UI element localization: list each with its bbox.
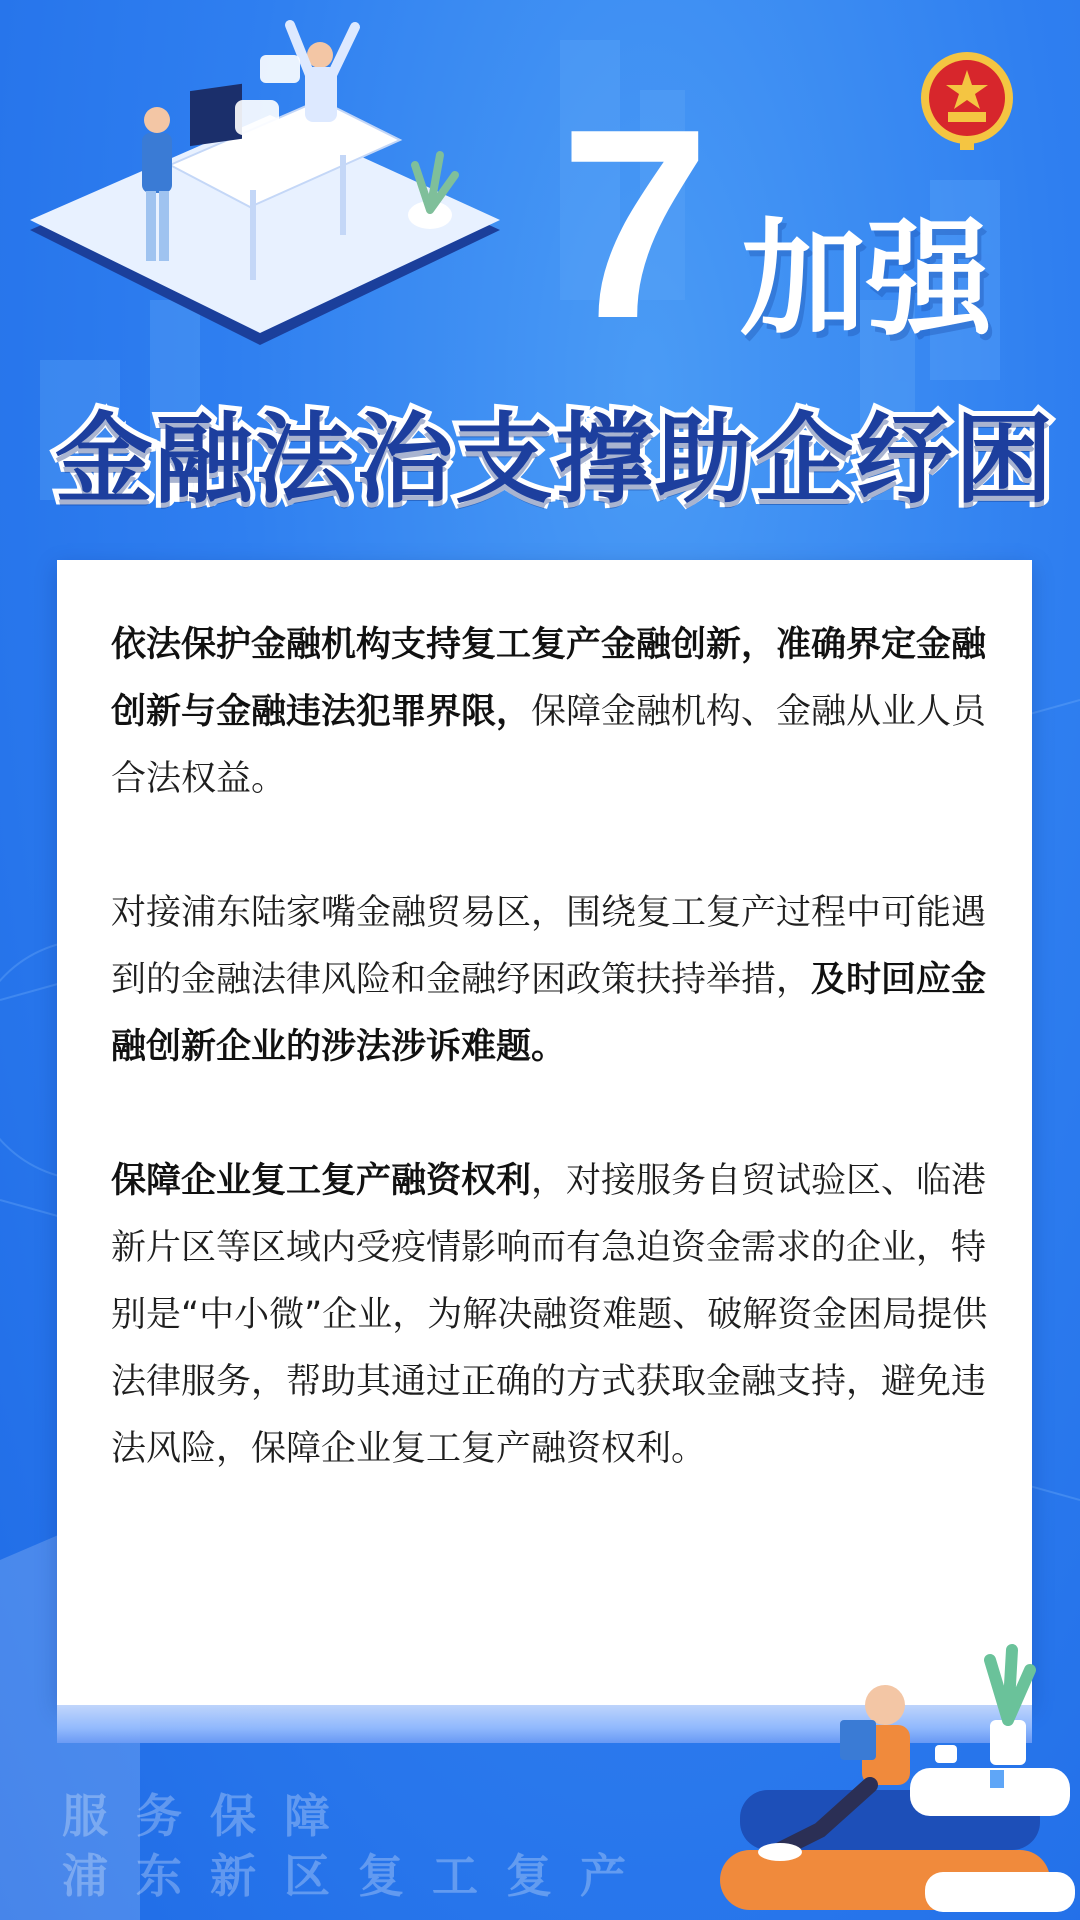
reading-person-illustration — [700, 1640, 1080, 1920]
paragraph-1-text: 保障金融机构、金融从业人员合法权益。 — [111, 692, 987, 799]
prosecutorial-emblem — [918, 48, 1016, 152]
paragraph-1-bold: 依法保护金融机构支持复工复产金融创新，准确界定金融创新与金融违法犯罪界限， — [111, 625, 987, 732]
footer-slogan-line-1: 服务保障 — [62, 1789, 358, 1843]
paragraph-2 — [111, 880, 991, 1081]
section-number: 7 — [559, 74, 707, 375]
paragraph-3 — [111, 1148, 991, 1483]
paragraph-2-bold: 及时回应金融创新企业的涉法涉诉难题。 — [111, 960, 987, 1067]
paragraph-1 — [111, 612, 991, 813]
footer-slogan-line-2: 浦东新区复工复产 — [62, 1849, 654, 1903]
section-keyword: 加强 — [740, 206, 992, 353]
paragraph-3-text: ，对接服务自贸试验区、临港新片区等区域内受疫情影响而有急迫资金需求的企业，特别是“中小微”企业，为解决融资难题、破解资金困局提供法律服务，帮助其通过正确的方式获取金融支持，避免违法风险，保障企业复工复产融资权利。 — [111, 1161, 988, 1469]
office-illustration — [20, 15, 510, 385]
paragraph-3-bold: 保障企业复工复产融资权利 — [111, 1161, 532, 1201]
page-title: 金融法治支撑助企纾困 — [55, 403, 1056, 517]
paragraph-2-text: 对接浦东陆家嘴金融贸易区，围绕复工复产过程中可能遇到的金融法律风险和金融纾困政策扶持举措， — [111, 893, 987, 1000]
